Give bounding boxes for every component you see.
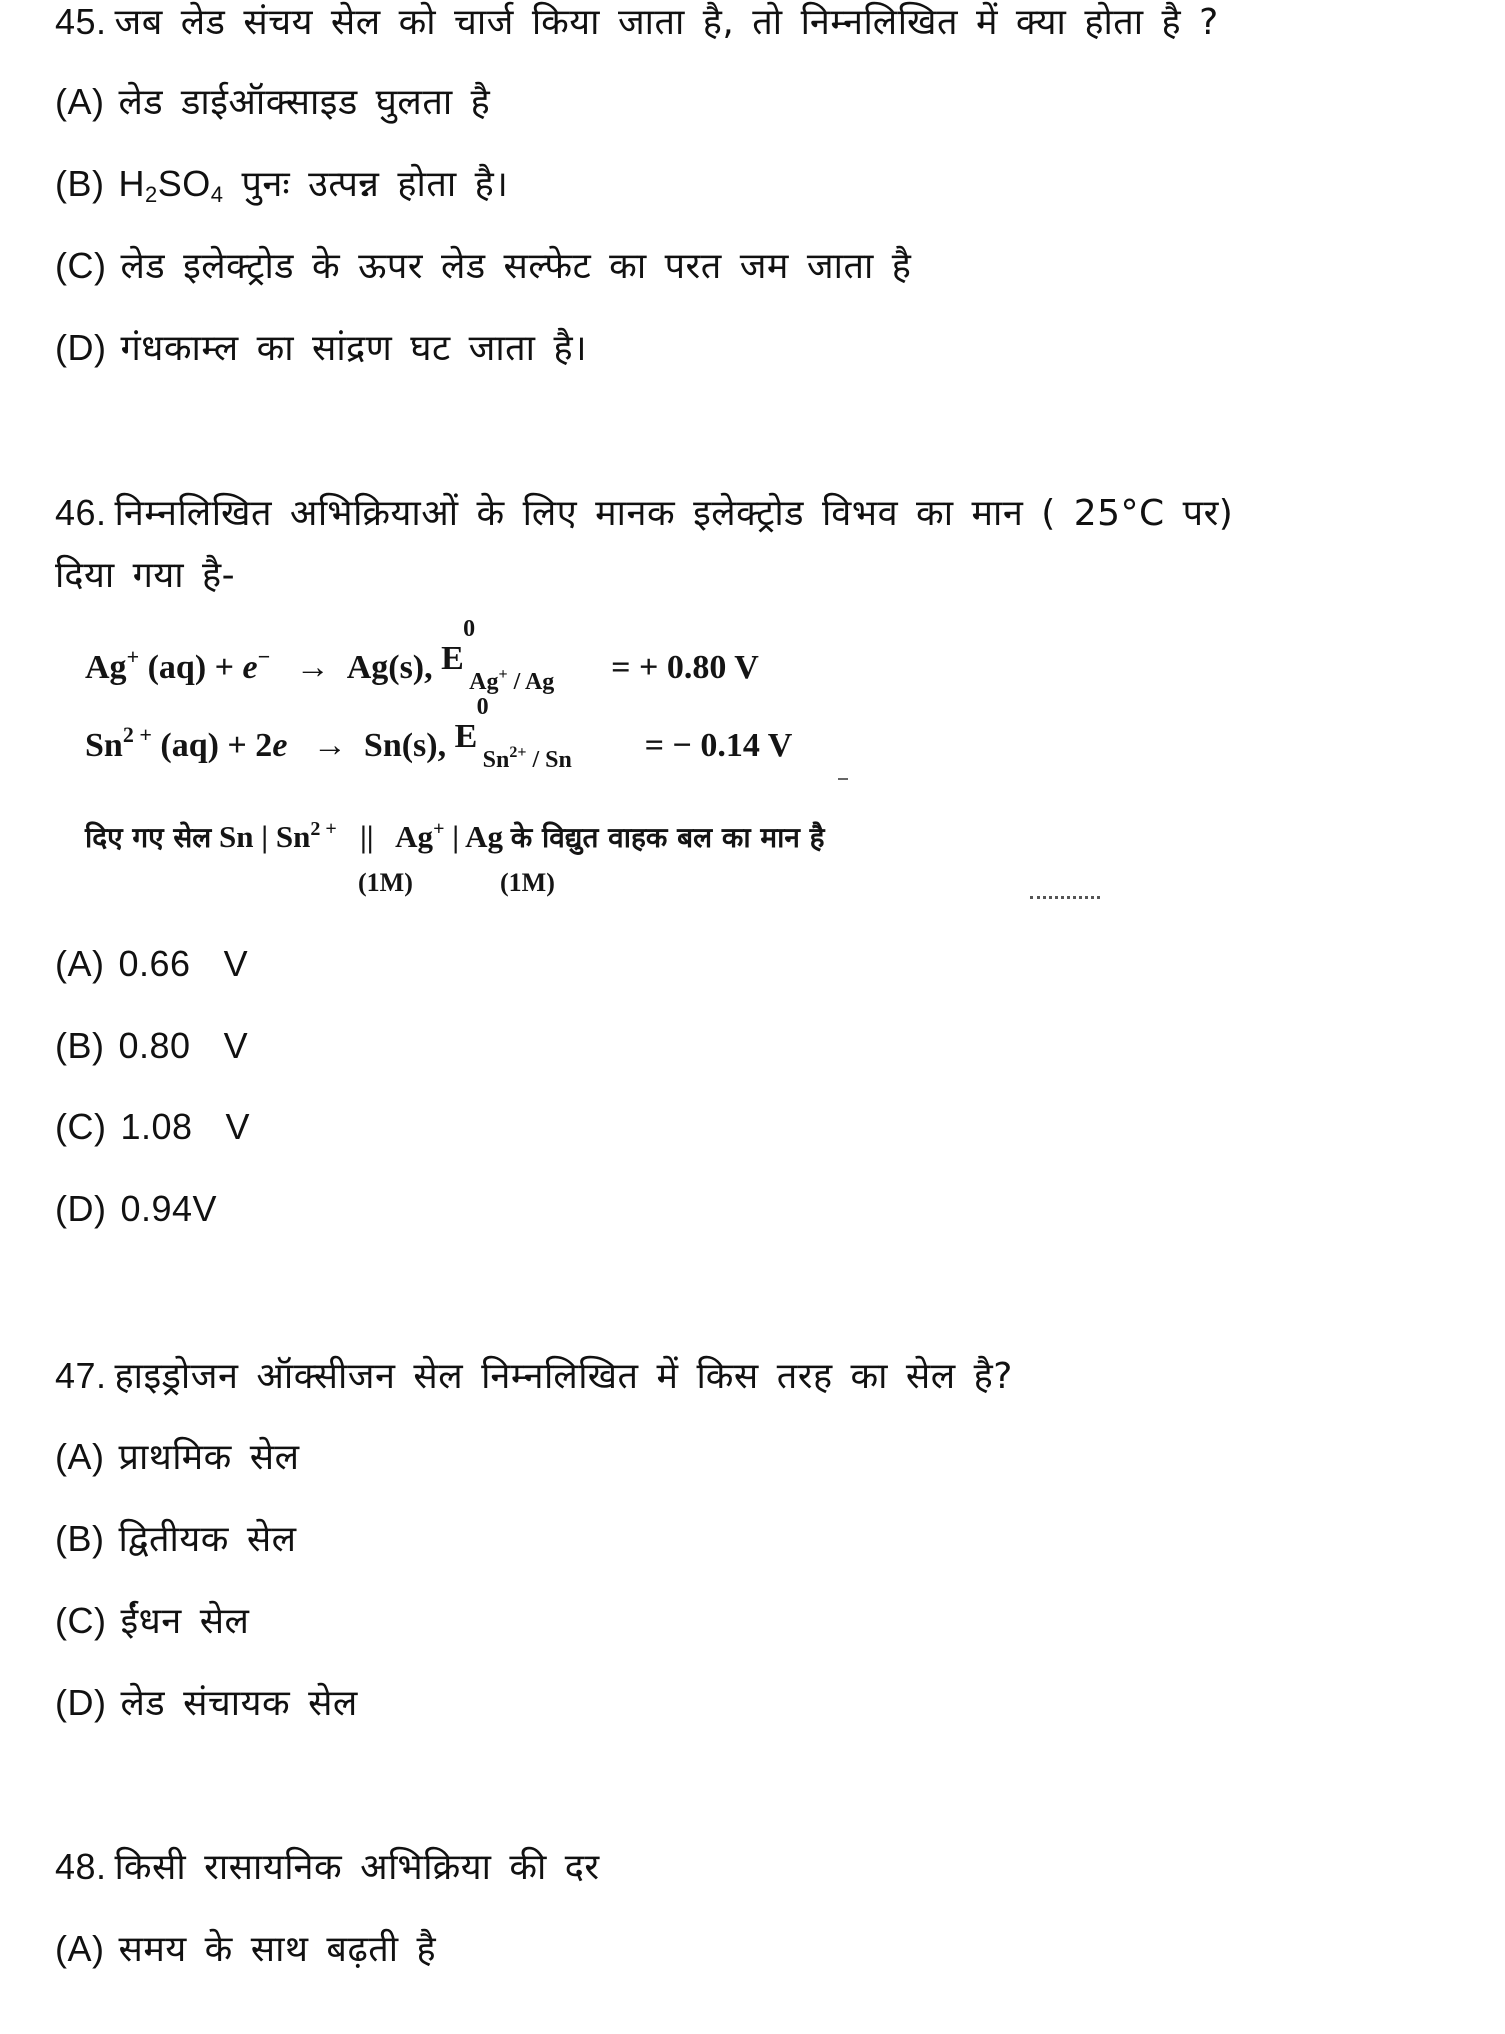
option-text: द्वितीयक सेल: [118, 1519, 297, 1560]
salt-bridge: ||: [359, 819, 374, 854]
option-label: (C): [55, 1106, 107, 1147]
question-text: हाइड्रोजन ऑक्सीजन सेल निम्नलिखित में किस तरह का सेल है?: [114, 1356, 1013, 1397]
q46-option-c[interactable]: [55, 1105, 250, 1150]
q48-option-a[interactable]: [55, 1927, 436, 1972]
q46-option-a[interactable]: [55, 942, 248, 987]
q45-option-c[interactable]: [55, 244, 911, 289]
q45-option-b[interactable]: [55, 162, 508, 217]
option-text: 0.80 V: [118, 1025, 249, 1066]
question-text: दिया गया है-: [55, 555, 236, 596]
option-text: लेड संचायक सेल: [120, 1683, 358, 1724]
anode-concentration: (1M): [358, 868, 413, 897]
option-text: लेड इलेक्ट्रोड के ऊपर लेड सल्फेट का परत जम जाता है: [120, 246, 912, 287]
q45-option-d[interactable]: [55, 326, 587, 371]
question-46-stem-line2: [55, 554, 235, 598]
option-text: 1.08 V: [120, 1106, 251, 1147]
cathode-concentration: (1M): [500, 868, 555, 897]
question-text: जब लेड संचय सेल को चार्ज किया जाता है, तो निम्नलिखित में क्या होता है ?: [114, 2, 1219, 43]
option-label: (C): [55, 245, 107, 286]
q46-option-b[interactable]: [55, 1024, 248, 1069]
question-45-stem: [55, 0, 1219, 45]
scan-artifact-dots: [1030, 896, 1100, 902]
option-text: ईंधन सेल: [120, 1601, 250, 1642]
option-label: (A): [55, 81, 105, 122]
question-number: 45.: [55, 1, 107, 42]
option-text: प्राथमिक सेल: [118, 1437, 300, 1478]
q45-option-a[interactable]: [55, 80, 490, 125]
reaction-arrow: →: [312, 727, 347, 764]
option-text: समय के साथ बढ़ती है: [118, 1929, 437, 1970]
option-label: (B): [55, 1518, 105, 1559]
q47-option-c[interactable]: [55, 1599, 249, 1644]
equation-ag-reduction: Ag+ (aq) + e− → Ag(s), E 0 Ag+ / Ag = + 0.80 V: [85, 616, 759, 695]
standard-potential-symbol: E 0 $Sn^{2+}$ / Sn: [454, 694, 572, 773]
option-text-formula: $H_2SO_4$ पुनः उत्पन्न होता है।: [118, 163, 509, 207]
question-number: 48.: [55, 1846, 107, 1887]
option-text: लेड डाईऑक्साइड घुलता है: [118, 82, 491, 123]
question-number: 46.: [55, 492, 107, 533]
question-48-stem: [55, 1845, 600, 1890]
option-label: (D): [55, 1188, 107, 1229]
question-text: निम्नलिखित अभिक्रियाओं के लिए मानक इलेक्ट्रोड विभव का मान ( 25°C पर): [114, 493, 1234, 534]
option-label: (D): [55, 1682, 107, 1723]
option-label: (B): [55, 163, 105, 204]
option-label: (B): [55, 1025, 105, 1066]
potential-value: = + 0.80 V: [611, 649, 759, 686]
option-label: (D): [55, 327, 107, 368]
potential-value: = − 0.14 V: [644, 727, 793, 764]
equation-sn-reduction: $Sn^{2 +}$ (aq) + 2e → Sn(s), E 0 $Sn^{2+}$ / Sn = − 0.14 V: [85, 694, 793, 773]
reaction-arrow: →: [295, 649, 330, 686]
option-text: 0.66 V: [118, 943, 249, 984]
question-number: 47.: [55, 1355, 107, 1396]
option-text: गंधकाम्ल का सांद्रण घट जाता है।: [120, 328, 588, 369]
q47-option-a[interactable]: [55, 1435, 300, 1480]
question-46-stem-line1: [55, 491, 1233, 536]
q47-option-b[interactable]: [55, 1517, 297, 1562]
option-label: (A): [55, 1436, 105, 1477]
option-label: (A): [55, 943, 105, 984]
scan-artifact: [838, 778, 848, 780]
q46-option-d[interactable]: [55, 1187, 217, 1232]
option-label: (C): [55, 1600, 107, 1641]
question-text: किसी रासायनिक अभिक्रिया की दर: [114, 1847, 600, 1888]
cell-notation: दिए गए सेल Sn | $Sn^{2 +}$ || Ag+ | Ag के विद्युत वाहक बल का मान है: [85, 818, 825, 854]
option-text: 0.94V: [120, 1188, 218, 1229]
option-label: (A): [55, 1928, 105, 1969]
standard-potential-symbol: E 0 Ag+ / Ag: [441, 616, 555, 695]
q47-option-d[interactable]: [55, 1681, 358, 1726]
question-47-stem: [55, 1354, 1013, 1399]
